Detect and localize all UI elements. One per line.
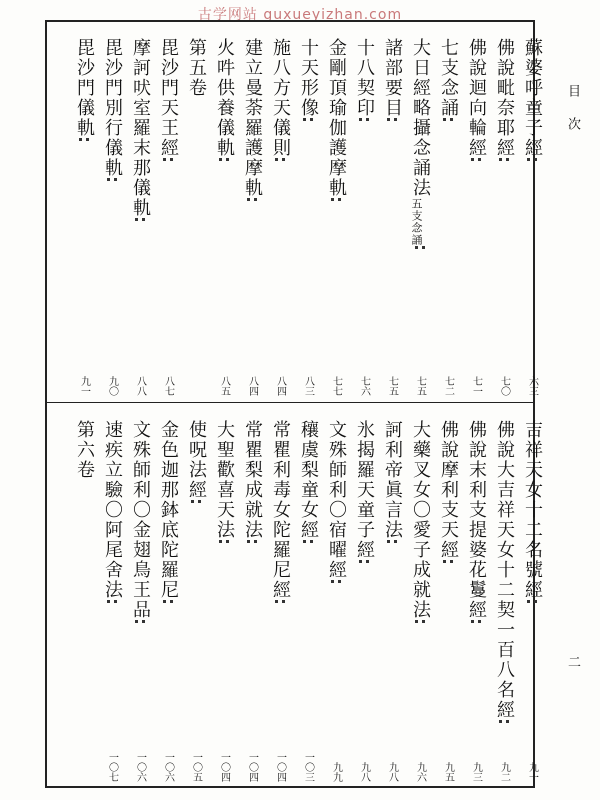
entry-title: 氷揭羅天童子經 bbox=[354, 420, 375, 560]
entry-title: 摩訶吠室羅末那儀軌 bbox=[130, 38, 151, 218]
entry-title: 蘇婆呼童子經 bbox=[522, 38, 543, 158]
dot-leader bbox=[415, 246, 425, 376]
toc-entry bbox=[353, 420, 375, 782]
toc-entry bbox=[353, 38, 375, 396]
running-header: 目 次 bbox=[565, 84, 580, 139]
entry-title: 佛說迴向輪經 bbox=[466, 38, 487, 158]
entry-title: 佛說摩利支天經 bbox=[438, 420, 459, 560]
toc-entry bbox=[521, 420, 543, 782]
dot-leader bbox=[303, 540, 313, 752]
dot-leader bbox=[303, 118, 313, 376]
dot-leader bbox=[527, 600, 537, 762]
toc-entry bbox=[101, 420, 123, 782]
dot-leader bbox=[443, 118, 453, 376]
entry-title: 金剛頂瑜伽護摩軌 bbox=[326, 38, 347, 198]
entry-page-number: 七一 bbox=[470, 376, 482, 396]
entry-title: 諸部要目 bbox=[382, 38, 403, 118]
dot-leader bbox=[247, 198, 257, 376]
entry-page-number: 七六 bbox=[358, 376, 370, 396]
entry-title: 毘沙門天王經 bbox=[158, 38, 179, 158]
entry-page-number: 九六 bbox=[414, 762, 426, 782]
entry-title: 吉祥天女十二名號經 bbox=[522, 420, 543, 600]
dot-leader bbox=[415, 620, 425, 762]
entry-title: 毘沙門儀軌 bbox=[74, 38, 95, 138]
entry-page-number: 九八 bbox=[386, 762, 398, 782]
entry-page-number: 九五 bbox=[442, 762, 454, 782]
toc-entry bbox=[241, 420, 263, 782]
dot-leader bbox=[331, 580, 341, 762]
toc-entry bbox=[465, 38, 487, 396]
entry-title: 速疾立驗〇阿尾舍法 bbox=[102, 420, 123, 600]
toc-entry bbox=[157, 420, 179, 782]
entry-title: 佛說末利支提婆花鬘經 bbox=[466, 420, 487, 620]
dot-leader bbox=[247, 540, 257, 752]
dot-leader bbox=[359, 560, 369, 762]
entry-page-number: 九九 bbox=[330, 762, 342, 782]
entry-title: 穰虞梨童女經 bbox=[298, 420, 319, 540]
entry-title: 毘沙門別行儀軌 bbox=[102, 38, 123, 178]
dot-leader bbox=[107, 178, 117, 376]
entry-title: 常瞿利毒女陀羅尼經 bbox=[270, 420, 291, 600]
watermark: 古学网站 guxueyizhan.com bbox=[197, 7, 403, 23]
entry-page-number: 七七 bbox=[330, 376, 342, 396]
toc-entry bbox=[381, 38, 403, 396]
entry-note: 五支念誦 bbox=[410, 198, 423, 246]
entry-title: 常瞿梨成就法 bbox=[242, 420, 263, 540]
entry-page-number: 一〇七 bbox=[106, 752, 118, 782]
entry-page-number: 六三 bbox=[526, 376, 538, 396]
entry-title: 金色迦那鉢底陀羅尼 bbox=[158, 420, 179, 600]
entry-page-number: 一〇六 bbox=[162, 752, 174, 782]
entry-title: 大聖歡喜天法 bbox=[214, 420, 235, 540]
dot-leader bbox=[387, 118, 397, 376]
toc-entry bbox=[129, 38, 151, 396]
entry-title: 火吽供養儀軌 bbox=[214, 38, 235, 158]
entry-title: 大藥叉女〇愛子成就法 bbox=[410, 420, 431, 620]
entry-title: 佛說毗奈耶經 bbox=[494, 38, 515, 158]
dot-leader bbox=[331, 198, 341, 376]
dot-leader bbox=[471, 620, 481, 762]
toc-entry bbox=[241, 38, 263, 396]
entry-page-number: 九一 bbox=[526, 762, 538, 782]
toc-entry bbox=[521, 38, 543, 396]
entry-title: 大日經略攝念誦法 bbox=[410, 38, 431, 198]
toc-entry bbox=[437, 38, 459, 396]
volume-heading-text: 第六卷 bbox=[74, 420, 95, 480]
dot-leader bbox=[135, 218, 145, 376]
entry-page-number: 一〇四 bbox=[246, 752, 258, 782]
entry-page-number: 八八 bbox=[134, 376, 146, 396]
page-number: 二 bbox=[565, 655, 580, 676]
entry-title: 訶利帝眞言法 bbox=[382, 420, 403, 540]
entry-page-number: 七五 bbox=[414, 376, 426, 396]
toc-entry bbox=[297, 420, 319, 782]
toc-entry bbox=[465, 420, 487, 782]
volume-heading bbox=[73, 420, 95, 480]
entry-page-number: 一〇四 bbox=[218, 752, 230, 782]
toc-entry bbox=[409, 420, 431, 782]
toc-entry bbox=[185, 420, 207, 782]
entry-page-number: 九三 bbox=[470, 762, 482, 782]
dot-leader bbox=[107, 600, 117, 752]
dot-leader bbox=[79, 138, 89, 376]
entry-title: 使呪法經 bbox=[186, 420, 207, 500]
dot-leader bbox=[219, 158, 229, 376]
dot-leader bbox=[135, 620, 145, 752]
dot-leader bbox=[219, 540, 229, 752]
toc-entry bbox=[213, 38, 235, 396]
dot-leader bbox=[471, 158, 481, 376]
section-divider bbox=[45, 402, 535, 403]
dot-leader bbox=[191, 500, 201, 752]
entry-page-number: 八四 bbox=[246, 376, 258, 396]
dot-leader bbox=[527, 158, 537, 376]
toc-entry bbox=[437, 420, 459, 782]
dot-leader bbox=[387, 540, 397, 762]
entry-title: 文殊師利〇金翅鳥王品 bbox=[130, 420, 151, 620]
toc-entry bbox=[325, 420, 347, 782]
dot-leader bbox=[499, 158, 509, 376]
entry-page-number: 一〇四 bbox=[274, 752, 286, 782]
toc-entry bbox=[157, 38, 179, 396]
entry-page-number: 八三 bbox=[302, 376, 314, 396]
entry-title: 十天形像 bbox=[298, 38, 319, 118]
entry-page-number: 八五 bbox=[218, 376, 230, 396]
toc-entry bbox=[381, 420, 403, 782]
entry-page-number: 八七 bbox=[162, 376, 174, 396]
volume-heading bbox=[185, 38, 207, 98]
entry-page-number: 九二 bbox=[498, 762, 510, 782]
entry-page-number: 一〇三 bbox=[302, 752, 314, 782]
dot-leader bbox=[275, 600, 285, 752]
dot-leader bbox=[443, 560, 453, 762]
entry-page-number: 八四 bbox=[274, 376, 286, 396]
toc-entry bbox=[213, 420, 235, 782]
entry-page-number: 九八 bbox=[358, 762, 370, 782]
toc-entry bbox=[493, 38, 515, 396]
entry-page-number: 七五 bbox=[386, 376, 398, 396]
entry-title: 十八契印 bbox=[354, 38, 375, 118]
entry-page-number: 九〇 bbox=[106, 376, 118, 396]
entry-page-number: 七二 bbox=[442, 376, 454, 396]
volume-heading-text: 第五卷 bbox=[186, 38, 207, 98]
entry-page-number: 一〇六 bbox=[134, 752, 146, 782]
entry-title: 七支念誦 bbox=[438, 38, 459, 118]
toc-entry bbox=[297, 38, 319, 396]
toc-entry bbox=[493, 420, 515, 782]
entry-title: 建立曼荼羅護摩軌 bbox=[242, 38, 263, 198]
toc-entry bbox=[269, 420, 291, 782]
toc-entry bbox=[101, 38, 123, 396]
toc-entry bbox=[129, 420, 151, 782]
entry-title: 文殊師利〇宿曜經 bbox=[326, 420, 347, 580]
dot-leader bbox=[499, 720, 509, 762]
toc-entry bbox=[73, 38, 95, 396]
dot-leader bbox=[275, 158, 285, 376]
entry-page-number: 九一 bbox=[78, 376, 90, 396]
dot-leader bbox=[359, 118, 369, 376]
entry-title: 施八方天儀則 bbox=[270, 38, 291, 158]
toc-entry bbox=[325, 38, 347, 396]
entry-page-number: 一〇五 bbox=[190, 752, 202, 782]
dot-leader bbox=[163, 600, 173, 752]
entry-page-number: 七〇 bbox=[498, 376, 510, 396]
dot-leader bbox=[163, 158, 173, 376]
toc-entry bbox=[269, 38, 291, 396]
toc-entry bbox=[409, 38, 431, 396]
entry-title: 佛說大吉祥天女十二契一百八名經 bbox=[494, 420, 515, 720]
